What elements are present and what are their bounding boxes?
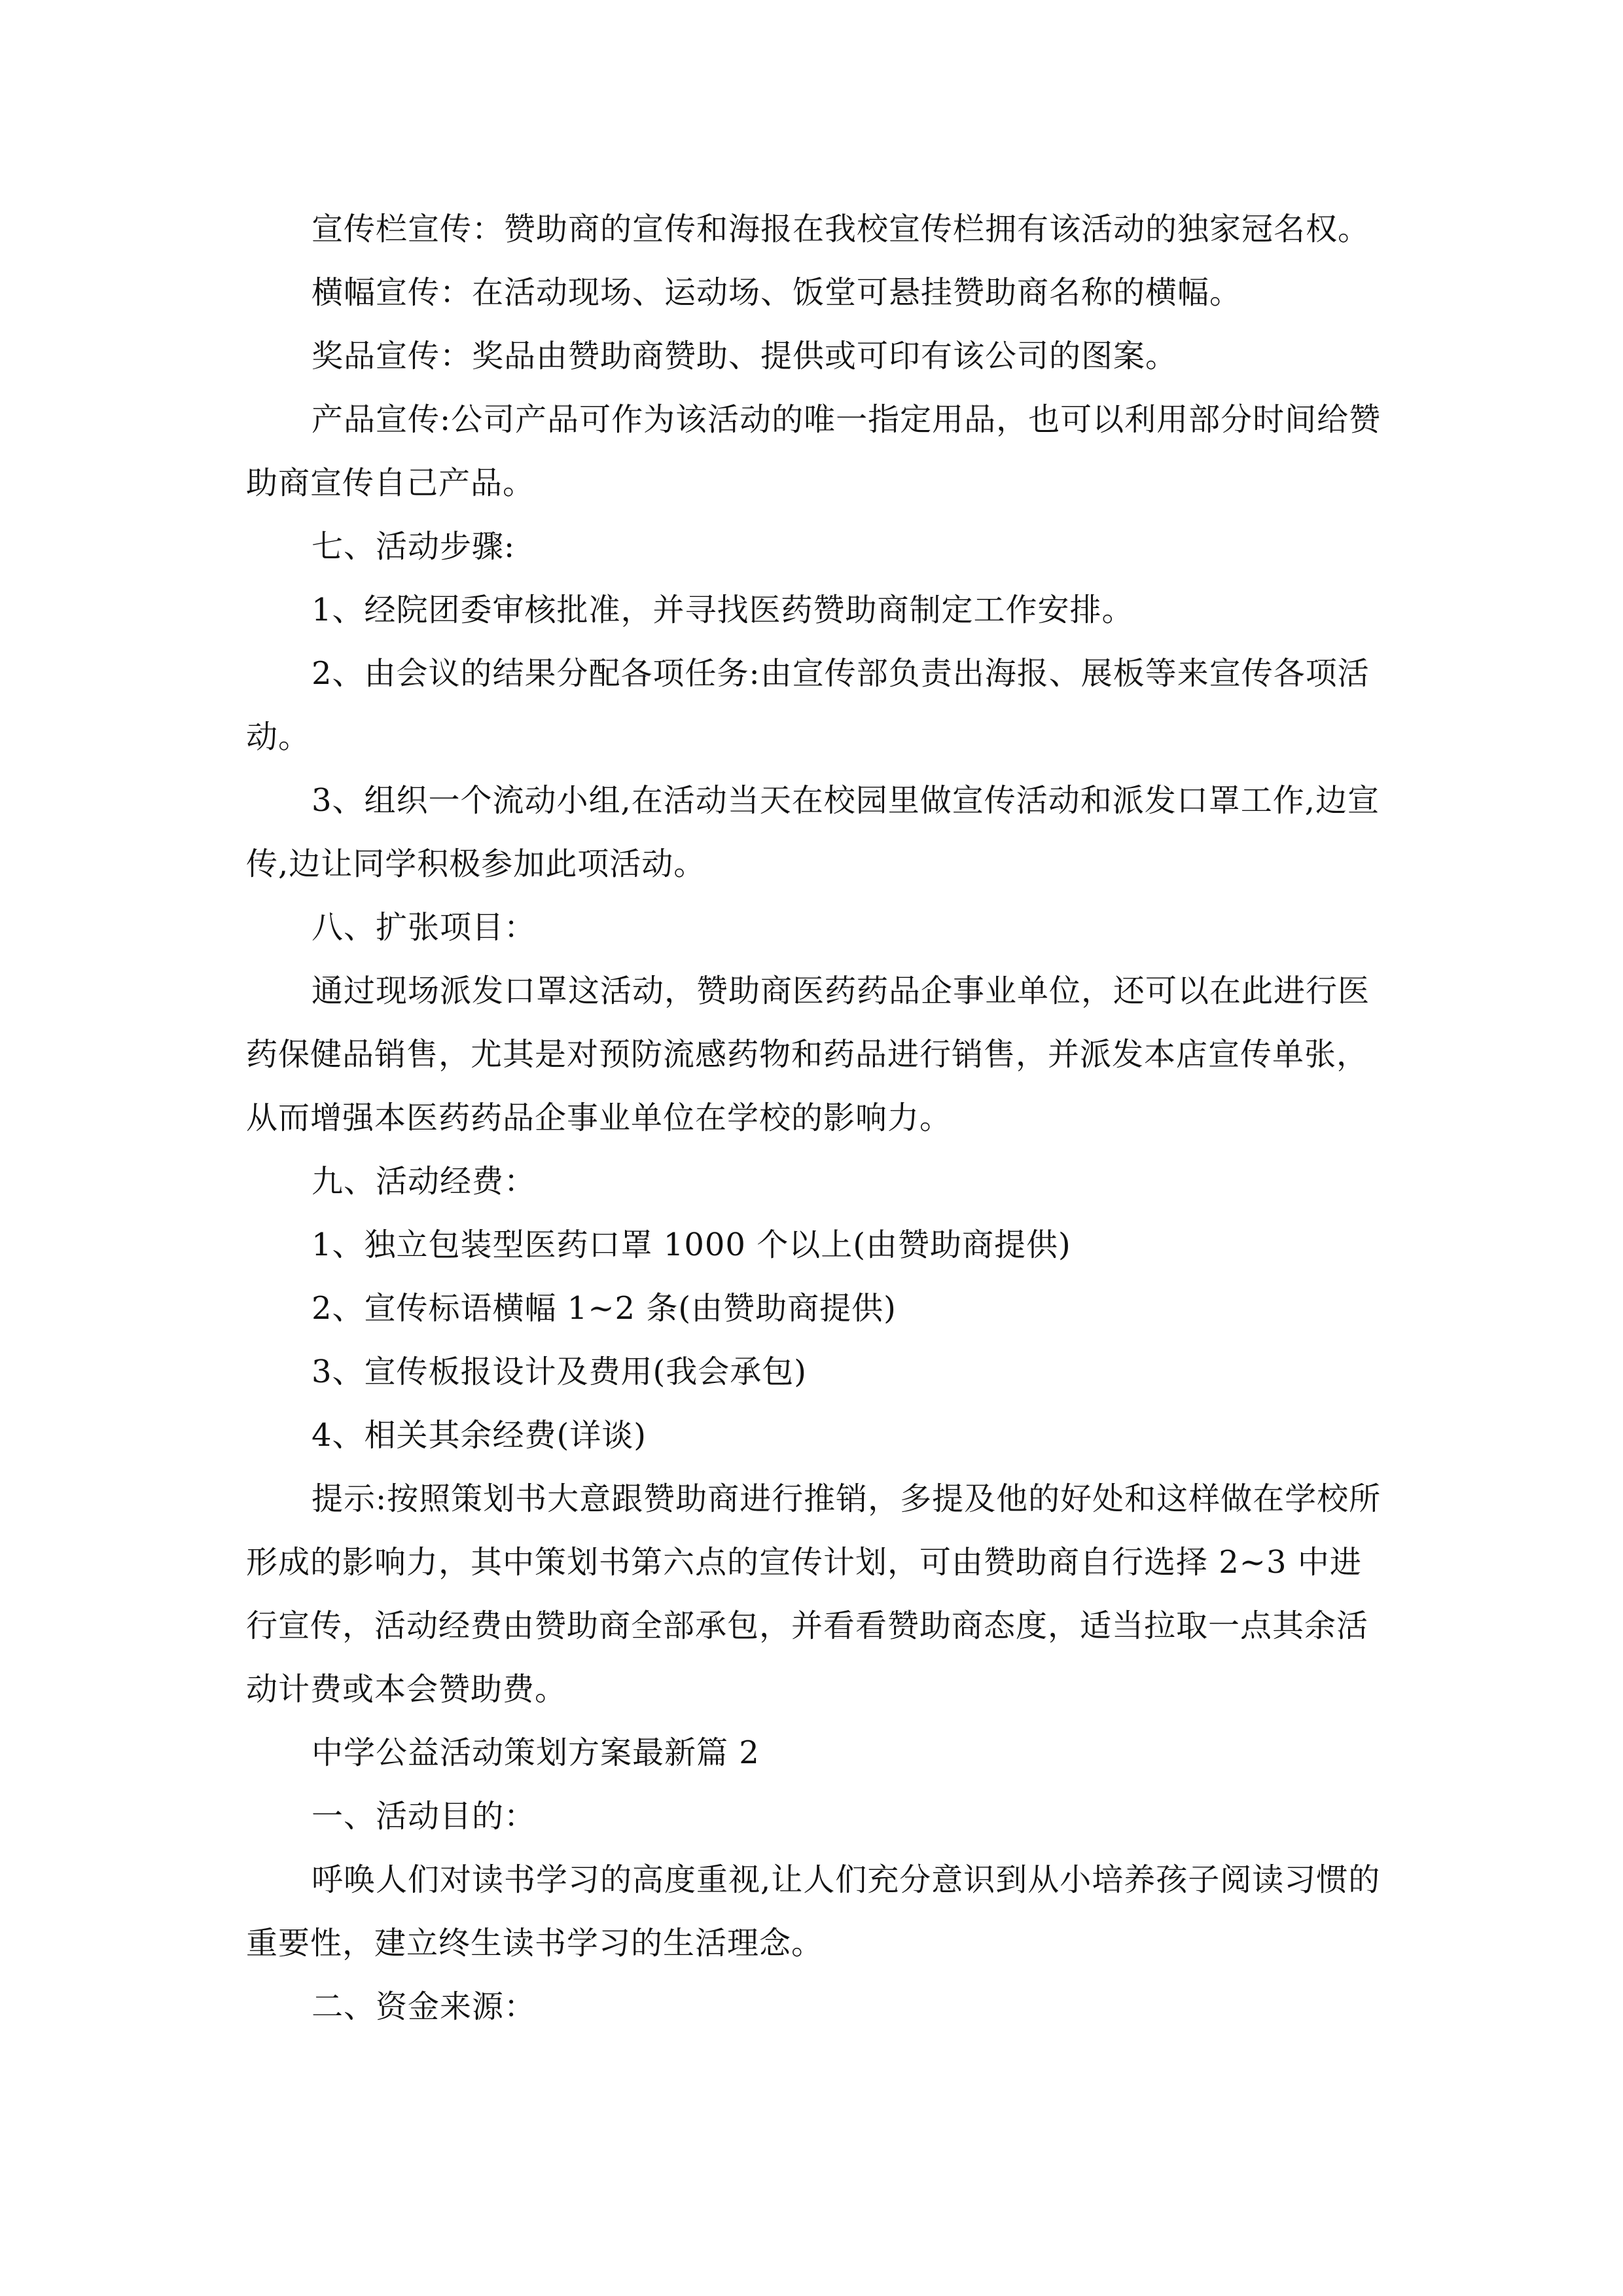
paragraph: 呼唤人们对读书学习的高度重视,让人们充分意识到从小培养孩子阅读习惯的重要性，建立终生读书学习的生活理念。 [246, 1861, 1381, 1962]
paragraph: 奖品宣传：奖品由赞助商赞助、提供或可印有该公司的图案。 [312, 338, 1178, 374]
section-heading: 一、活动目的： [312, 1798, 537, 1835]
list-item: 2、由会议的结果分配各项任务:由宣传部负责出海报、展板等来宣传各项活动。 [246, 655, 1370, 755]
paragraph: 产品宣传:公司产品可作为该活动的唯一指定用品，也可以利用部分时间给赞助商宣传自己产品。 [246, 401, 1382, 501]
section-heading: 二、资金来源： [312, 1988, 537, 2025]
list-item: 1、独立包装型医药口罩 1000 个以上(由赞助商提供) [312, 1227, 1071, 1263]
document-body [246, 198, 1385, 2039]
list-item: 4、相关其余经费(详谈) [312, 1417, 647, 1454]
tip-paragraph: 提示:按照策划书大意跟赞助商进行推销，多提及他的好处和这样做在学校所形成的影响力，其中策划书第六点的宣传计划，可由赞助商自行选择 2~3 中进行宣传，活动经费由赞助商全部承包，并看看赞助商态度，适当拉取一点其余活动计费或本会赞助费。 [246, 1480, 1382, 1708]
section-heading: 九、活动经费： [312, 1163, 537, 1200]
paragraph: 横幅宣传：在活动现场、运动场、饭堂可悬挂赞助商名称的横幅。 [312, 274, 1242, 311]
paragraph: 通过现场派发口罩这活动，赞助商医药药品企事业单位，还可以在此进行医药保健品销售，尤其是对预防流感药物和药品进行销售，并派发本店宣传单张，从而增强本医药药品企事业单位在学校的影响力。 [246, 973, 1370, 1136]
section-heading: 七、活动步骤: [312, 528, 516, 565]
list-item: 1、经院团委审核批准，并寻找医药赞助商制定工作安排。 [312, 592, 1134, 628]
article-title: 中学公益活动策划方案最新篇 2 [312, 1734, 760, 1771]
list-item: 3、宣传板报设计及费用(我会承包) [312, 1354, 807, 1390]
section-heading: 八、扩张项目： [312, 909, 537, 946]
list-item: 3、组织一个流动小组,在活动当天在校园里做宣传活动和派发口罩工作,边宣传,边让同学积极参加此项活动。 [246, 782, 1380, 882]
paragraph: 宣传栏宣传：赞助商的宣传和海报在我校宣传栏拥有该活动的独家冠名权。 [312, 211, 1370, 247]
list-item: 2、宣传标语横幅 1~2 条(由赞助商提供) [312, 1290, 897, 1327]
